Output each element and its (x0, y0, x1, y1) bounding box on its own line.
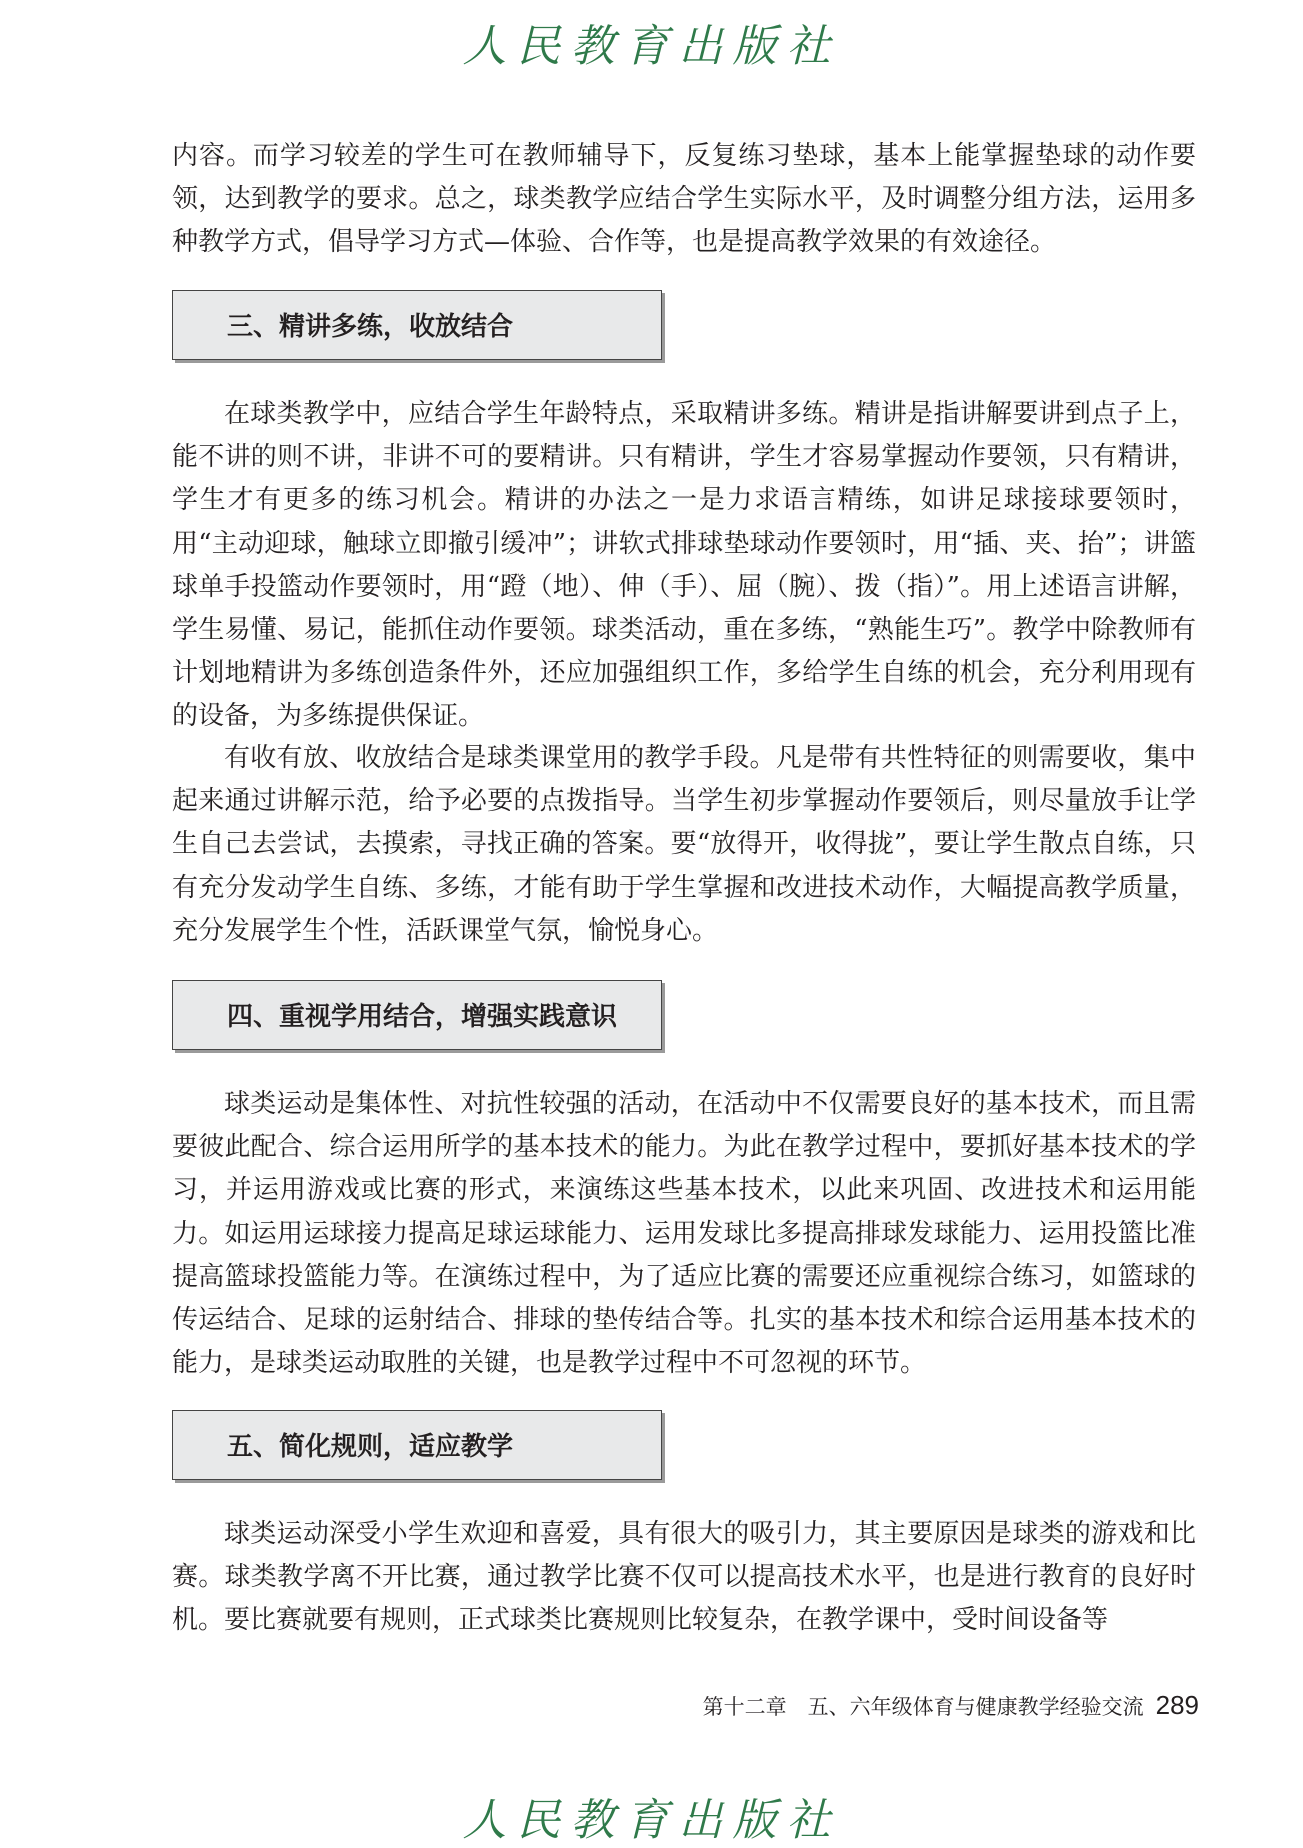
section-heading-3 (172, 290, 662, 360)
footer-chapter-title: 第十二章 五、六年级体育与健康教学经验交流 (702, 1695, 1144, 1719)
page-footer (703, 1690, 1199, 1721)
section-3-paragraph-1: 在球类教学中，应结合学生年龄特点，采取精讲多练。精讲是指讲解要讲到点子上，能不讲的则不讲，非讲不可的要精讲。只有精讲，学生才容易掌握动作要领，只有精讲，学生才有更多的练习机会。精讲的办法之一是力求语言精练，如讲足球接球要领时，用“主动迎球，触球立即撤引缓冲”；讲软式排球垫球动作要领时，用“插、夹、抬”；讲篮球单手投篮动作要领时，用“蹬（地）、伸（手）、屈（腕）、拨（指）”。用上述语言讲解，学生易懂、易记，能抓住动作要领。球类活动，重在多练，“熟能生巧”。教学中除教师有计划地精讲为多练创造条件外，还应加强组织工作，多给学生自练的机会，充分利用现有的设备，为多练提供保证。 (172, 399, 1196, 732)
section-heading-5 (172, 1410, 662, 1480)
intro-paragraph: 内容。而学习较差的学生可在教师辅导下，反复练习垫球，基本上能掌握垫球的动作要领，达到教学的要求。总之，球类教学应结合学生实际水平，及时调整分组方法，运用多种教学方式，倡导学习方式—体验、合作等，也是提高教学效果的有效途径。 (172, 141, 1196, 258)
publisher-logo-top: 人民教育出版社 (462, 21, 841, 72)
section-heading-4-text: 四、重视学用结合，增强实践意识 (227, 1002, 618, 1032)
publisher-logo-bottom: 人民教育出版社 (462, 1795, 841, 1846)
section-heading-5-text: 五、简化规则，适应教学 (227, 1432, 514, 1462)
section-5-paragraph-1: 球类运动深受小学生欢迎和喜爱，具有很大的吸引力，其主要原因是球类的游戏和比赛。球类教学离不开比赛，通过教学比赛不仅可以提高技术水平，也是进行教育的良好时机。要比赛就要有规则，正式球类比赛规则比较复杂，在教学课中，受时间设备等 (172, 1519, 1196, 1636)
section-heading-4 (172, 980, 662, 1050)
page-number: 289 (1155, 1690, 1199, 1720)
section-3-paragraph-2: 有收有放、收放结合是球类课堂用的教学手段。凡是带有共性特征的则需要收，集中起来通过讲解示范，给予必要的点拨指导。当学生初步掌握动作要领后，则尽量放手让学生自己去尝试，去摸索，寻找正确的答案。要“放得开，收得拢”，要让学生散点自练，只有充分发动学生自练、多练，才能有助于学生掌握和改进技术动作，大幅提高教学质量，充分发展学生个性，活跃课堂气氛，愉悦身心。 (172, 743, 1196, 946)
section-heading-3-text: 三、精讲多练，收放结合 (227, 312, 514, 342)
section-4-paragraph-1: 球类运动是集体性、对抗性较强的活动，在活动中不仅需要良好的基本技术，而且需要彼此配合、综合运用所学的基本技术的能力。为此在教学过程中，要抓好基本技术的学习，并运用游戏或比赛的形式，来演练这些基本技术，以此来巩固、改进技术和运用能力。如运用运球接力提高足球运球能力、运用发球比多提高排球发球能力、运用投篮比准提高篮球投篮能力等。在演练过程中，为了适应比赛的需要还应重视综合练习，如篮球的传运结合、足球的运射结合、排球的垫传结合等。扎实的基本技术和综合运用基本技术的能力，是球类运动取胜的关键，也是教学过程中不可忽视的环节。 (172, 1089, 1196, 1379)
